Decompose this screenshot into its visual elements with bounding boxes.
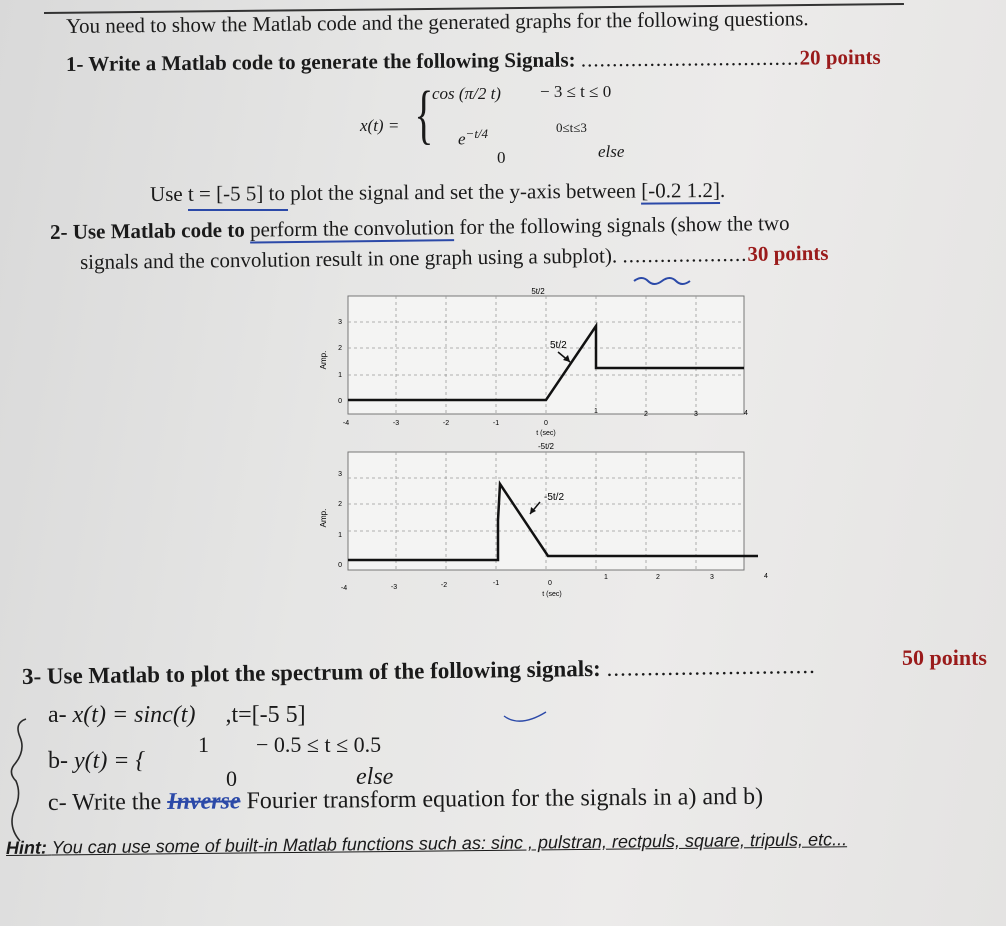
case-3-expr: 0: [497, 148, 506, 167]
svg-text:2: 2: [656, 574, 660, 581]
svg-text:0: 0: [338, 398, 342, 405]
svg-text:-4: -4: [342, 420, 350, 427]
svg-text:-1: -1: [492, 420, 500, 427]
convolution-underline: perform the convolution: [249, 215, 455, 242]
case-1-cond: − 3 ≤ t ≤ 0: [540, 82, 612, 101]
svg-text:-2: -2: [440, 582, 448, 589]
plot-1-annotation: 5t/2: [550, 340, 567, 351]
svg-text:4: 4: [764, 573, 768, 580]
plot-2-xlabel: t (sec): [542, 591, 562, 598]
q3-b-cond0: else: [356, 764, 394, 790]
plot-2-title: -5t/2: [537, 442, 555, 451]
t-range-underline: [188, 209, 288, 211]
q3-item-b: b- y(t) = {: [48, 748, 146, 774]
question-2-line-2: signals and the convolution result in one graph using a subplot). ....................30 points: [79, 240, 829, 274]
plot-1: [319, 287, 748, 437]
hint-label: Hint:: [5, 837, 48, 858]
svg-text:3: 3: [338, 471, 342, 478]
question-3-points: 50 points: [902, 645, 987, 670]
plot-1-ylabel: Amp.: [319, 350, 328, 370]
y-range-underline: [-0.2 1.2]: [641, 178, 721, 203]
plot-2: [319, 442, 768, 598]
svg-text:1: 1: [338, 372, 342, 379]
svg-text:0: 0: [338, 562, 342, 569]
plot-2-ylabel: Amp.: [319, 508, 328, 528]
svg-text:4: 4: [744, 410, 748, 417]
question-3: 3- Use Matlab to plot the spectrum of the following signals: ...............................: [21, 652, 816, 689]
convolution-figure: [318, 282, 778, 602]
question-1-text: 1- Write a Matlab code to generate the following Signals:: [65, 47, 576, 76]
svg-text:2: 2: [338, 501, 342, 508]
question-1: [66, 45, 881, 77]
svg-text:3: 3: [338, 319, 342, 326]
hint-text: You can use some of built-in Matlab functions such as: sinc , pulstran, rectpuls, square, tripuls, etc...: [51, 829, 848, 858]
question-1-points: 20 points: [799, 44, 881, 70]
svg-text:-4: -4: [340, 585, 348, 592]
svg-text:3: 3: [694, 411, 698, 418]
question-3-brace-mark: [4, 715, 34, 845]
svg-text:1: 1: [594, 408, 598, 415]
svg-text:1: 1: [604, 574, 608, 581]
intro-text: You need to show the Matlab code and the generated graphs for the following questions.: [65, 6, 809, 38]
strikethrough-word: Inverse: [167, 788, 241, 815]
q3-item-c: c- Write the Inverse Fourier transform equation for the signals in a) and b): [47, 783, 764, 816]
case-2-expr: $e^{-t/4}$: [458, 126, 489, 149]
q3-b-val1: 1: [198, 732, 209, 757]
question-1-dots: ...................................: [580, 45, 800, 72]
svg-text:-1: -1: [492, 580, 500, 587]
use-range-line: Use t = [-5 5] to plot the signal and set the y-axis between [-0.2 1.2].: [149, 177, 726, 206]
hint-line: [6, 829, 847, 859]
plot-2-annotation: -5t/2: [544, 492, 565, 503]
case-3-cond: else: [598, 142, 625, 161]
case-1-expr: cos (π/2 t): [432, 84, 501, 103]
svg-text:0: 0: [544, 420, 548, 427]
question-2-line-1: 2- Use Matlab code to perform the convolution for the following signals (show the two: [49, 210, 790, 244]
svg-text:0: 0: [548, 580, 552, 587]
svg-text:-2: -2: [442, 420, 450, 427]
check-mark: [500, 710, 550, 730]
plot-1-xlabel: t (sec): [536, 430, 556, 437]
q3-b-val0: 0: [226, 766, 237, 791]
case-2-cond: 0≤t≤3: [556, 120, 587, 135]
x-lhs: x(t) =: [360, 116, 400, 135]
svg-text:2: 2: [644, 411, 648, 418]
svg-text:-3: -3: [390, 584, 398, 591]
q3-item-a: a- x(t) = sinc(t) ,t=[-5 5]: [48, 702, 306, 728]
q3-b-cond1: − 0.5 ≤ t ≤ 0.5: [256, 732, 382, 757]
piecewise-brace: {: [414, 78, 434, 151]
svg-text:3: 3: [710, 574, 714, 581]
plot-1-title: 5t/2: [531, 287, 545, 296]
svg-text:2: 2: [338, 345, 342, 352]
question-2-points: 30 points: [747, 240, 829, 266]
svg-text:1: 1: [338, 532, 342, 539]
svg-text:-3: -3: [392, 420, 400, 427]
